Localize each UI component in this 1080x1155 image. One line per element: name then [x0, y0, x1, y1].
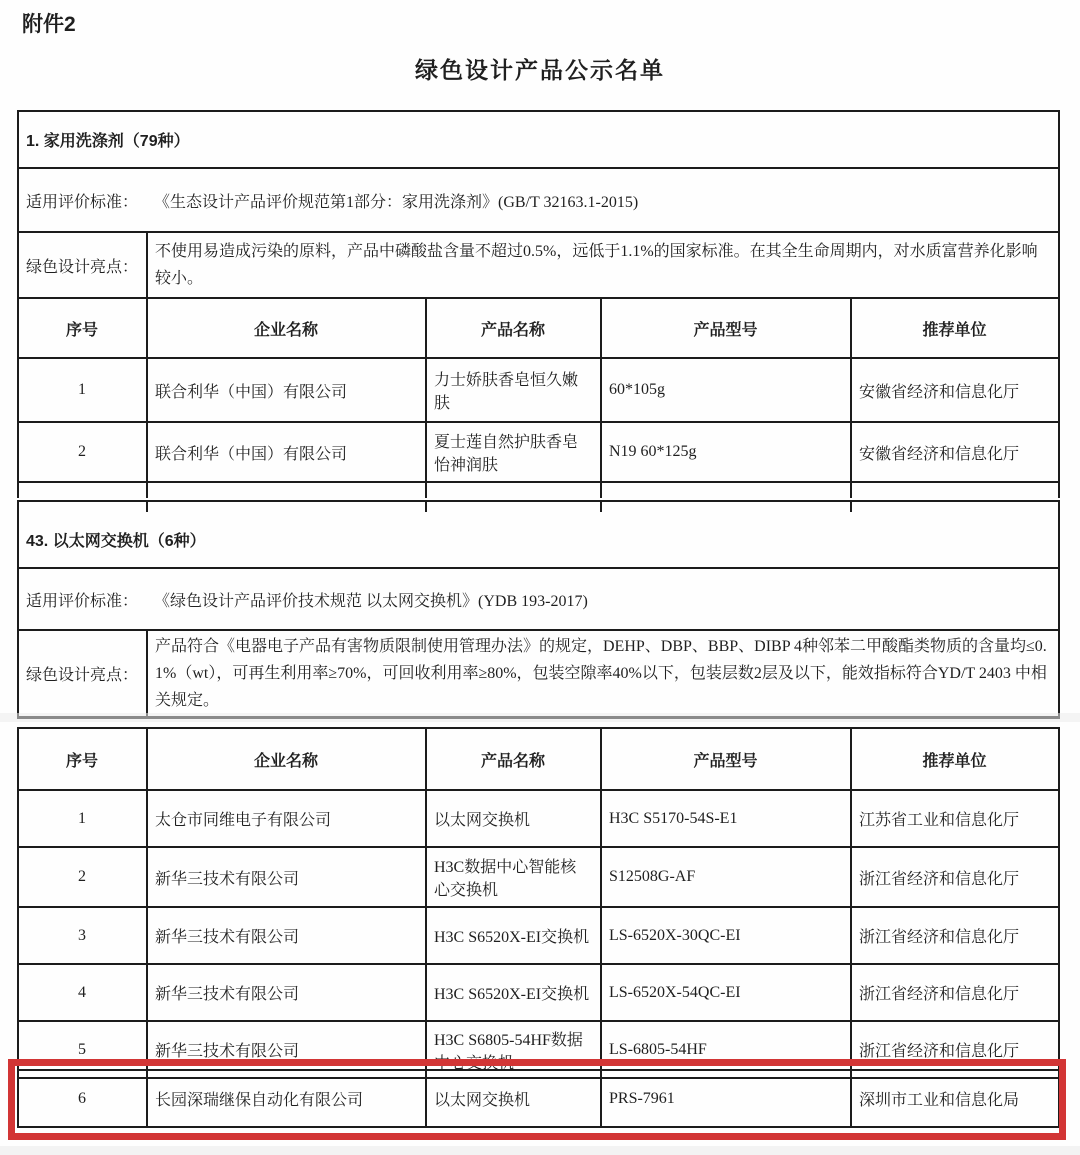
truncated-row — [18, 482, 1059, 498]
cell-index: 1 — [18, 358, 147, 422]
standard-label: 适用评价标准： — [26, 592, 139, 610]
cell-product: H3C数据中心智能核心交换机 — [426, 847, 601, 907]
table-row — [18, 847, 1059, 907]
column-header: 推荐单位 — [851, 728, 1059, 790]
table-row — [18, 964, 1059, 1021]
section-heading: 43. 以太网交换机（6种） — [18, 512, 1059, 568]
table-detergents — [17, 110, 1060, 498]
page-title: 绿色设计产品公示名单 — [415, 57, 665, 83]
table-row — [18, 358, 1059, 422]
column-header: 序号 — [18, 298, 147, 358]
cell-company: 联合利华（中国）有限公司 — [147, 422, 426, 482]
scan-artifact-band — [0, 713, 1080, 722]
cell-recommender: 浙江省经济和信息化厅 — [851, 907, 1059, 964]
column-header: 产品名称 — [426, 728, 601, 790]
cell-product: H3C S6805-54HF数据中心交换机 — [426, 1021, 601, 1078]
standard-label: 适用评价标准： — [26, 193, 139, 211]
cell-product: 以太网交换机 — [426, 1070, 601, 1127]
cell-product: 夏士莲自然护肤香皂怡神润肤 — [426, 422, 601, 482]
standard-text: 《生态设计产品评价规范第1部分：家用洗涤剂》(GB/T 32163.1-2015) — [154, 193, 639, 211]
table-switches-info — [17, 500, 1060, 719]
cell-index: 6 — [18, 1070, 147, 1127]
highlight-text: 产品符合《电器电子产品有害物质限制使用管理办法》的规定，DEHP、DBP、BBP、DIBP 4种邻苯二甲酸酯类物质的含量均≤0.1%（wt），可再生利用率≥70%，可回收利用率≥80%，包装空隙率40%以下，包装层数2层及以下，能效指标符合YD/T 2403 中相关规定。 — [147, 630, 1059, 718]
attachment-label: 附件2 — [22, 13, 76, 36]
cell-model: LS-6520X-30QC-EI — [601, 907, 851, 964]
cell-company: 新华三技术有限公司 — [147, 1021, 426, 1078]
cell-model: LS-6805-54HF — [601, 1021, 851, 1078]
column-header: 序号 — [18, 728, 147, 790]
cell-company: 联合利华（中国）有限公司 — [147, 358, 426, 422]
highlight-label: 绿色设计亮点： — [18, 630, 147, 718]
standard-text: 《绿色设计产品评价技术规范 以太网交换机》(YDB 193-2017) — [154, 592, 588, 610]
table-row — [18, 422, 1059, 482]
scan-artifact-band — [0, 1146, 1080, 1155]
cell-model: S12508G-AF — [601, 847, 851, 907]
table-switches — [17, 727, 1060, 1079]
cell-model: N19 60*125g — [601, 422, 851, 482]
cell-product: 以太网交换机 — [426, 790, 601, 847]
cell-company: 新华三技术有限公司 — [147, 907, 426, 964]
column-header: 企业名称 — [147, 728, 426, 790]
column-header: 产品型号 — [601, 298, 851, 358]
cell-index: 4 — [18, 964, 147, 1021]
cell-company: 长园深瑞继保自动化有限公司 — [147, 1070, 426, 1127]
cell-recommender: 浙江省经济和信息化厅 — [851, 1021, 1059, 1078]
cell-company: 太仓市同维电子有限公司 — [147, 790, 426, 847]
column-header: 推荐单位 — [851, 298, 1059, 358]
column-header: 产品名称 — [426, 298, 601, 358]
cell-index: 2 — [18, 422, 147, 482]
standard-row — [18, 168, 1059, 232]
section-heading: 1. 家用洗涤剂（79种） — [18, 111, 1059, 168]
column-header: 产品型号 — [601, 728, 851, 790]
cell-recommender: 安徽省经济和信息化厅 — [851, 422, 1059, 482]
cell-company: 新华三技术有限公司 — [147, 847, 426, 907]
table-row — [18, 907, 1059, 964]
column-header: 企业名称 — [147, 298, 426, 358]
cell-index: 3 — [18, 907, 147, 964]
cell-model: 60*105g — [601, 358, 851, 422]
cell-product: H3C S6520X-EI交换机 — [426, 964, 601, 1021]
cell-recommender: 浙江省经济和信息化厅 — [851, 964, 1059, 1021]
highlight-label: 绿色设计亮点： — [18, 232, 147, 298]
cell-index: 1 — [18, 790, 147, 847]
cell-model: H3C S5170-54S-E1 — [601, 790, 851, 847]
cell-recommender: 安徽省经济和信息化厅 — [851, 358, 1059, 422]
cell-model: PRS-7961 — [601, 1070, 851, 1127]
cell-index: 5 — [18, 1021, 147, 1078]
standard-row — [18, 568, 1059, 630]
cell-index: 2 — [18, 847, 147, 907]
cell-product: 力士娇肤香皂恒久嫩肤 — [426, 358, 601, 422]
cell-recommender: 深圳市工业和信息化局 — [851, 1070, 1059, 1127]
cell-product: H3C S6520X-EI交换机 — [426, 907, 601, 964]
truncated-row — [18, 501, 1059, 512]
cell-company: 新华三技术有限公司 — [147, 964, 426, 1021]
cell-recommender: 江苏省工业和信息化厅 — [851, 790, 1059, 847]
highlight-text: 不使用易造成污染的原料，产品中磷酸盐含量不超过0.5%，远低于1.1%的国家标准。在其全生命周期内，对水质富营养化影响较小。 — [147, 232, 1059, 298]
cell-model: LS-6520X-54QC-EI — [601, 964, 851, 1021]
table-row — [18, 790, 1059, 847]
table-row-highlighted — [18, 1070, 1059, 1127]
table-switches-row6 — [17, 1069, 1060, 1128]
cell-recommender: 浙江省经济和信息化厅 — [851, 847, 1059, 907]
